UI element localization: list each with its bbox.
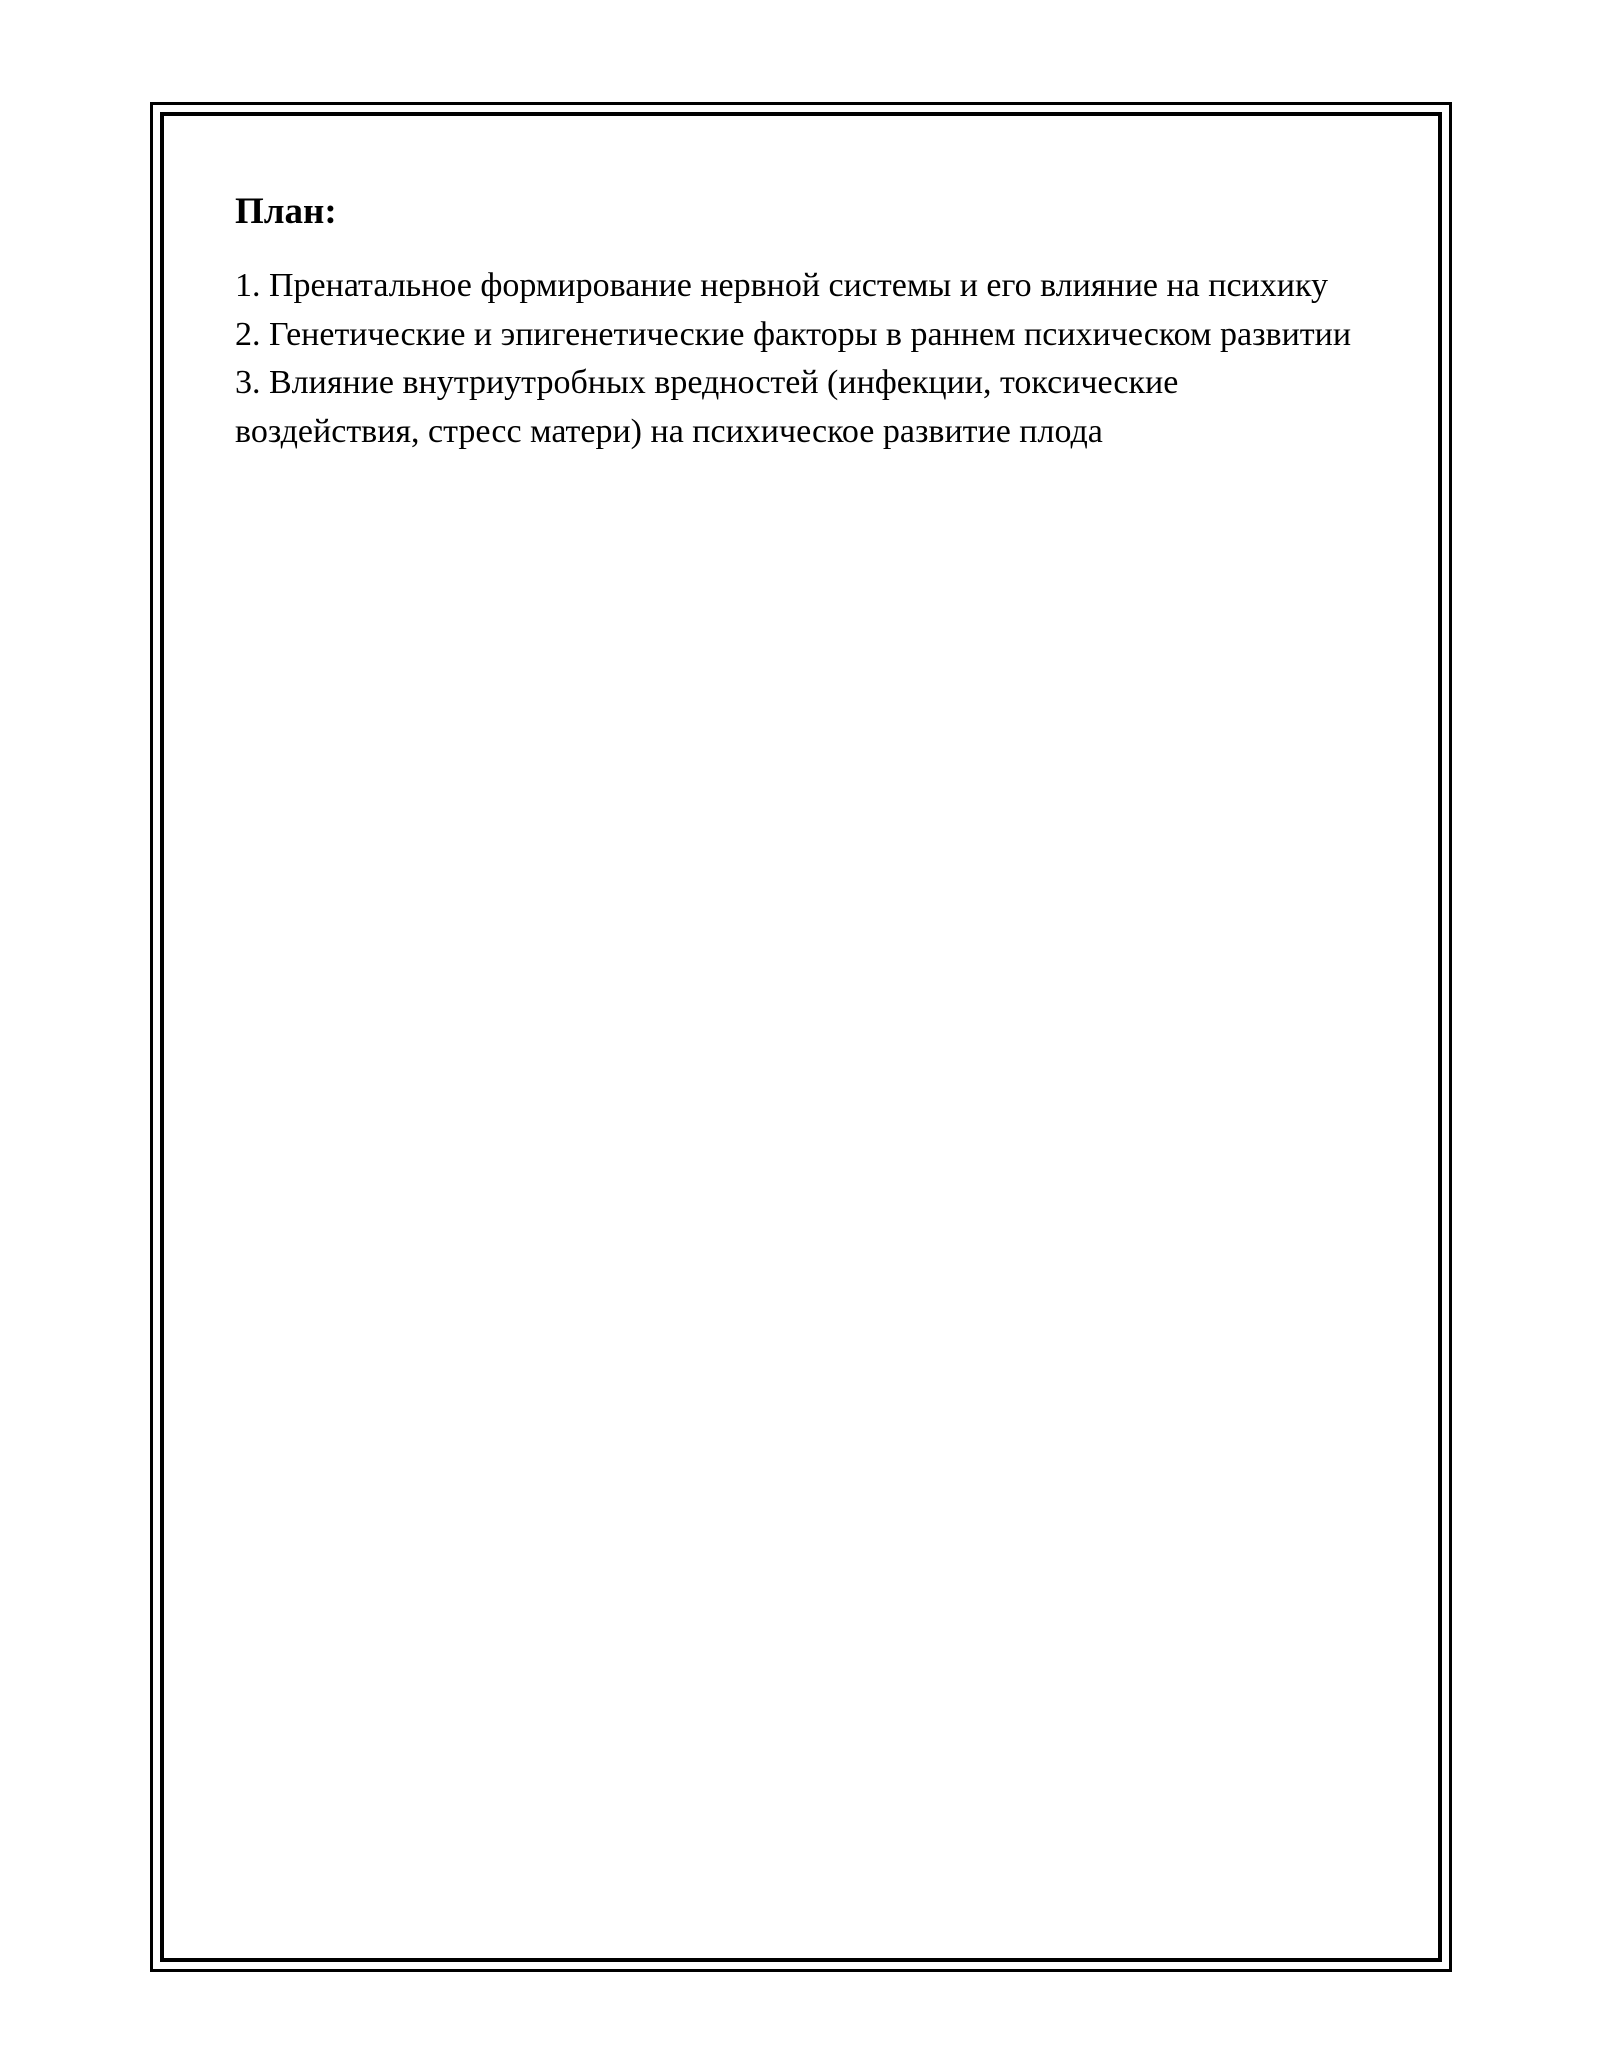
document-body (235, 188, 1355, 456)
plan-item-1: 1. Пренатальное формирование нервной системы и его влияние на психику (235, 267, 1328, 304)
plan-item-2: 2. Генетические и эпигенетические факторы в раннем психическом развитии (235, 315, 1352, 353)
plan-item-3: 3. Влияние внутриутробных вредностей (инфекции, токсические воздействия, стресс матери) на психическое развитие плода (235, 364, 1179, 450)
plan-list (235, 262, 1355, 456)
page-title: План: (235, 191, 337, 232)
